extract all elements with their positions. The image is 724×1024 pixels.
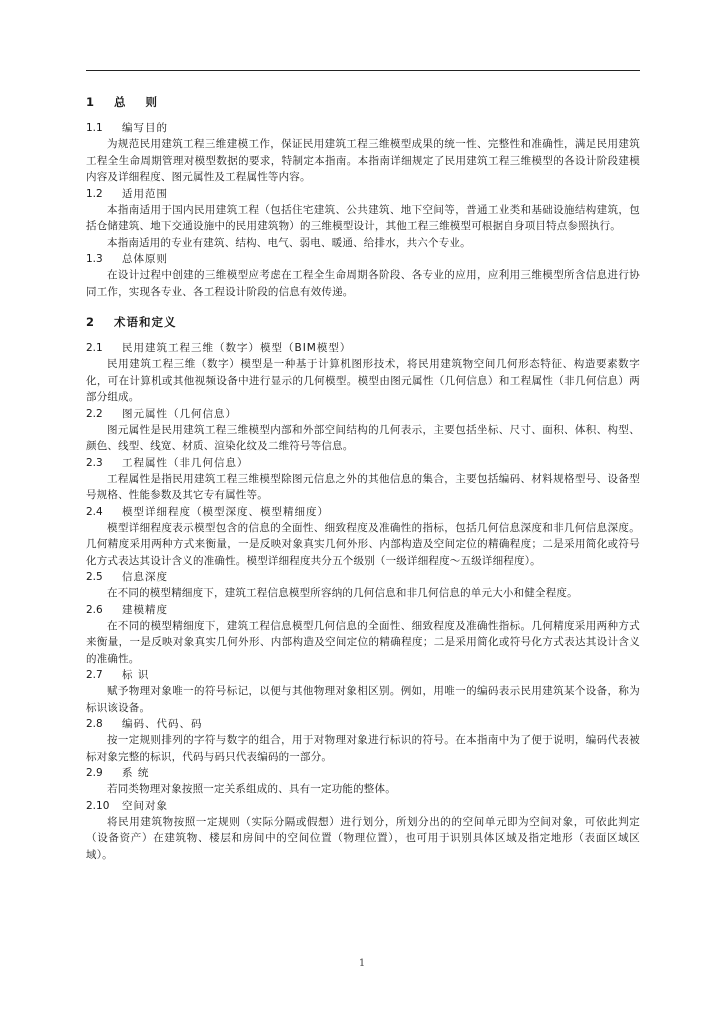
section	[86, 504, 640, 570]
section-paragraph: 将民用建筑物按照一定规则（实际分隔或假想）进行划分，所划分出的的空间单元即为空间对象，可依此判定（设备资产）在建筑物、楼层和房间中的空间位置（物理位置），也可用于识别具体区域及指定地形（表面区域区域）。	[86, 815, 640, 861]
chapter-1-sections	[86, 120, 640, 300]
chapter-1-heading	[86, 94, 640, 110]
header-rule	[86, 70, 640, 71]
page-number: 1	[358, 958, 366, 969]
section-paragraph: 在不同的模型精细度下，建筑工程信息模型所容纳的几何信息和非几何信息的单元大小和健全程度。	[107, 587, 578, 599]
section-number: 2.1	[86, 342, 103, 354]
section-number: 2.3	[86, 456, 103, 469]
section-heading	[86, 455, 640, 471]
document-body	[86, 86, 640, 863]
section	[86, 667, 640, 716]
section-paragraph: 工程属性是指民用建筑工程三维模型除图元信息之外的其他信息的集合，主要包括编码、材料规格型号、设备型号规格、性能参数及其它专有属性等。	[86, 472, 640, 501]
section-title: 标 识	[122, 669, 150, 681]
section-title: 总体原则	[122, 253, 168, 265]
section-paragraph: 本指南适用于国内民用建筑工程（包括住宅建筑、公共建筑、地下空间等，普通工业类和基础设施结构建筑，包括仓储建筑、地下交通设施中的民用建筑物）的三维模型设计，其他工程三维模型可根据自身项目特点参照执行。	[86, 203, 640, 232]
section-number: 2.9	[86, 767, 103, 779]
chapter-number: 1	[86, 95, 95, 109]
chapter-number: 2	[86, 315, 95, 329]
section-number: 2.6	[86, 603, 103, 616]
section	[86, 340, 640, 406]
section-paragraph: 在不同的模型精细度下，建筑工程信息模型几何信息的全面性、细致程度及准确性指标。几何精度采用两种方式来衡量，一是反映对象真实几何外形、内部构造及空间定位的精确程度；二是采用简化或符号化方式表达其设计含义的准确性。	[86, 619, 640, 665]
section-heading	[86, 765, 640, 781]
section-number: 2.2	[86, 407, 103, 420]
section-number: 2.8	[86, 718, 103, 730]
chapter-title: 总 则	[114, 95, 166, 109]
section-title: 适用范围	[122, 187, 168, 200]
chapter-title: 术语和定义	[114, 315, 177, 329]
section-paragraph: 赋予物理对象唯一的符号标记，以便与其他物理对象相区别。例如，用唯一的编码表示民用建筑某个设备，称为标识该设备。	[86, 685, 640, 714]
section-number: 2.4	[86, 505, 103, 518]
section-heading	[86, 602, 640, 618]
section-paragraph: 为规范民用建筑工程三维建模工作，保证民用建筑工程三维模型成果的统一性、完整性和准确性，满足民用建筑工程全生命周期管理对模型数据的要求，特制定本指南。本指南详细规定了民用建筑工程三维模型的各设计阶段建模内容及详细程度、图元属性及工程属性等内容。	[86, 138, 640, 183]
section	[86, 251, 640, 300]
section-heading	[86, 667, 640, 683]
section-heading	[86, 251, 640, 267]
section-number: 1.2	[86, 187, 103, 200]
section	[86, 455, 640, 504]
section-paragraph: 若同类物理对象按照一定关系组成的、具有一定功能的整体。	[107, 783, 396, 795]
section-title: 系 统	[122, 767, 150, 779]
section-heading	[86, 569, 640, 585]
section-heading	[86, 186, 640, 202]
section-paragraph: 在设计过程中创建的三维模型应考虑在工程全生命周期各阶段、各专业的应用，应利用三维模型所含信息进行协同工作，实现各专业、各工程设计阶段的信息有效传递。	[86, 269, 640, 298]
section-number: 2.5	[86, 571, 103, 583]
section-heading	[86, 406, 640, 422]
section-heading	[86, 340, 640, 356]
section-paragraph: 图元属性是民用建筑工程三维模型内部和外部空间结构的几何表示，主要包括坐标、尺寸、面积、体积、构型、颜色、线型、线宽、材质、渲染化纹及二维符号等信息。	[86, 423, 640, 452]
chapter-2-heading	[86, 314, 640, 330]
section-title: 编写目的	[122, 122, 168, 134]
section-number: 2.10	[86, 799, 110, 812]
section-title: 信息深度	[122, 571, 168, 583]
section-number: 2.7	[86, 669, 103, 681]
section	[86, 120, 640, 186]
section	[86, 569, 640, 602]
section-heading	[86, 716, 640, 732]
section	[86, 798, 640, 864]
section	[86, 406, 640, 455]
section-title: 空间对象	[122, 799, 168, 812]
section-number: 1.1	[86, 122, 103, 134]
section-number: 1.3	[86, 253, 103, 265]
chapter-2-sections	[86, 340, 640, 863]
section-heading	[86, 504, 640, 520]
section-title: 模型详细程度（模型深度、模型精细度）	[122, 505, 329, 518]
section-paragraph: 本指南适用的专业有建筑、结构、电气、弱电、暖通、给排水，共六个专业。	[107, 236, 471, 249]
section-paragraph: 模型详细程度表示模型包含的信息的全面性、细致程度及准确性的指标，包括几何信息深度和非几何信息深度。几何精度采用两种方式来衡量，一是反映对象真实几何外形、内部构造及空间定位的精确程度；二是采用简化或符号化方式表达其设计含义的准确性。模型详细程度共分五个级别（一级详细程度～五级详细程度）。	[86, 521, 640, 567]
section-title: 图元属性（几何信息）	[122, 407, 237, 420]
section-title: 建模精度	[122, 603, 168, 616]
section	[86, 602, 640, 668]
section-paragraph: 民用建筑工程三维（数字）模型是一种基于计算机图形技术，将民用建筑物空间几何形态特征、构造要素数字化，可在计算机或其他视频设备中进行显示的几何模型。模型由图元属性（几何信息）和工程属性（非几何信息）两部分组成。	[86, 358, 640, 403]
section-title: 工程属性（非几何信息）	[122, 456, 249, 469]
section	[86, 765, 640, 798]
section-paragraph: 按一定规则排列的字符与数字的组合，用于对物理对象进行标识的符号。在本指南中为了便于说明，编码代表被标对象完整的标识，代码与码只代表编码的一部分。	[86, 734, 640, 763]
section	[86, 716, 640, 765]
section-title: 民用建筑工程三维（数字）模型（BIM模型）	[122, 342, 352, 354]
section	[86, 186, 640, 252]
section-title: 编码、代码、码	[122, 718, 203, 730]
section-heading	[86, 120, 640, 136]
section-heading	[86, 798, 640, 814]
